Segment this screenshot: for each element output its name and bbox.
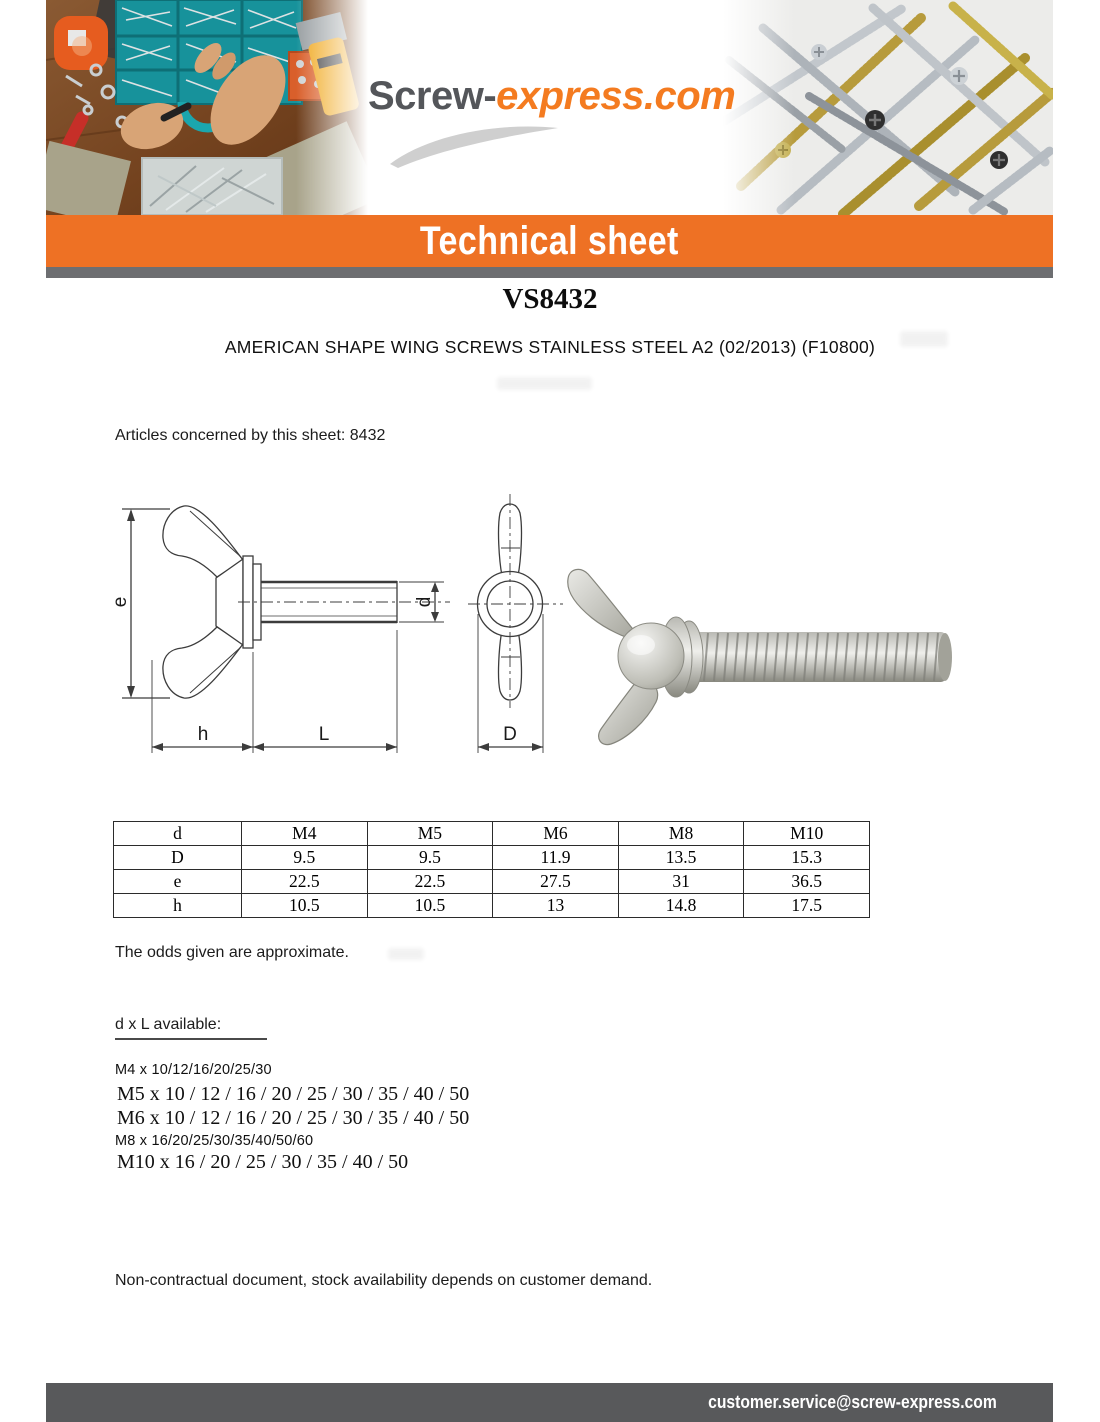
dim-label-L: L (318, 724, 330, 745)
cell: 22.5 (367, 870, 493, 894)
cell: 31 (618, 870, 744, 894)
approx-note: The odds given are approximate. (115, 944, 349, 961)
banner-divider (46, 267, 1053, 278)
cell: 13 (493, 894, 619, 918)
row-label: d (114, 822, 242, 846)
dim-label-h: h (197, 724, 209, 745)
size-line-m4: M4 x 10/12/16/20/25/30 (115, 1062, 272, 1078)
cell: 36.5 (744, 870, 870, 894)
dim-label-D: D (503, 724, 517, 745)
header-photo-workbench (46, 0, 368, 215)
cell: 14.8 (618, 894, 744, 918)
table-row (114, 822, 870, 846)
cell: M4 (242, 822, 368, 846)
print-artifact (497, 377, 592, 390)
print-artifact (388, 948, 424, 960)
technical-drawing (105, 488, 585, 778)
size-line-m6: M6 x 10 / 12 / 16 / 20 / 25 / 30 / 35 / 40 / 50 (117, 1107, 470, 1129)
cell: 15.3 (744, 846, 870, 870)
cell: 17.5 (744, 894, 870, 918)
cell: 9.5 (367, 846, 493, 870)
footnote: Non-contractual document, stock availability depends on customer demand. (115, 1272, 653, 1289)
cell: 10.5 (242, 894, 368, 918)
banner-title: Technical sheet (420, 219, 679, 263)
table-row (114, 870, 870, 894)
document-title: AMERICAN SHAPE WING SCREWS STAINLESS STEEL A2 (02/2013) (F10800) (224, 337, 876, 357)
footer-email-link[interactable]: customer.service@screw-express.com (708, 1392, 997, 1412)
table-row (114, 894, 870, 918)
logo-swoosh (388, 120, 563, 170)
print-artifact (900, 331, 948, 347)
cell: 13.5 (618, 846, 744, 870)
document-code: VS8432 (502, 283, 598, 315)
logo-prefix: Screw- (368, 74, 497, 118)
cell: M6 (493, 822, 619, 846)
size-line-m8: M8 x 16/20/25/30/35/40/50/60 (115, 1133, 314, 1149)
cell: M10 (744, 822, 870, 846)
cell: 9.5 (242, 846, 368, 870)
banner (46, 215, 1053, 267)
cell: 27.5 (493, 870, 619, 894)
articles-line: Articles concerned by this sheet: 8432 (115, 427, 386, 444)
dimensions-table (113, 821, 870, 918)
logo-suffix: express.com (496, 74, 736, 118)
cell: 10.5 (367, 894, 493, 918)
cell: M8 (618, 822, 744, 846)
row-label: e (114, 870, 242, 894)
dim-label-d: d (414, 596, 435, 608)
size-line-m10: M10 x 16 / 20 / 25 / 30 / 35 / 40 / 50 (117, 1151, 409, 1173)
row-label: h (114, 894, 242, 918)
header-photo-screws (723, 0, 1053, 215)
product-photo (565, 545, 965, 755)
size-line-m5: M5 x 10 / 12 / 16 / 20 / 25 / 30 / 35 / 40 / 50 (117, 1083, 470, 1105)
footer-bar (46, 1383, 1053, 1422)
dxl-heading: d x L available: (115, 1016, 267, 1040)
table-row (114, 846, 870, 870)
cell: 11.9 (493, 846, 619, 870)
cell: 22.5 (242, 870, 368, 894)
dim-label-e: e (110, 596, 131, 608)
cell: M5 (367, 822, 493, 846)
row-label: D (114, 846, 242, 870)
logo (368, 74, 736, 119)
